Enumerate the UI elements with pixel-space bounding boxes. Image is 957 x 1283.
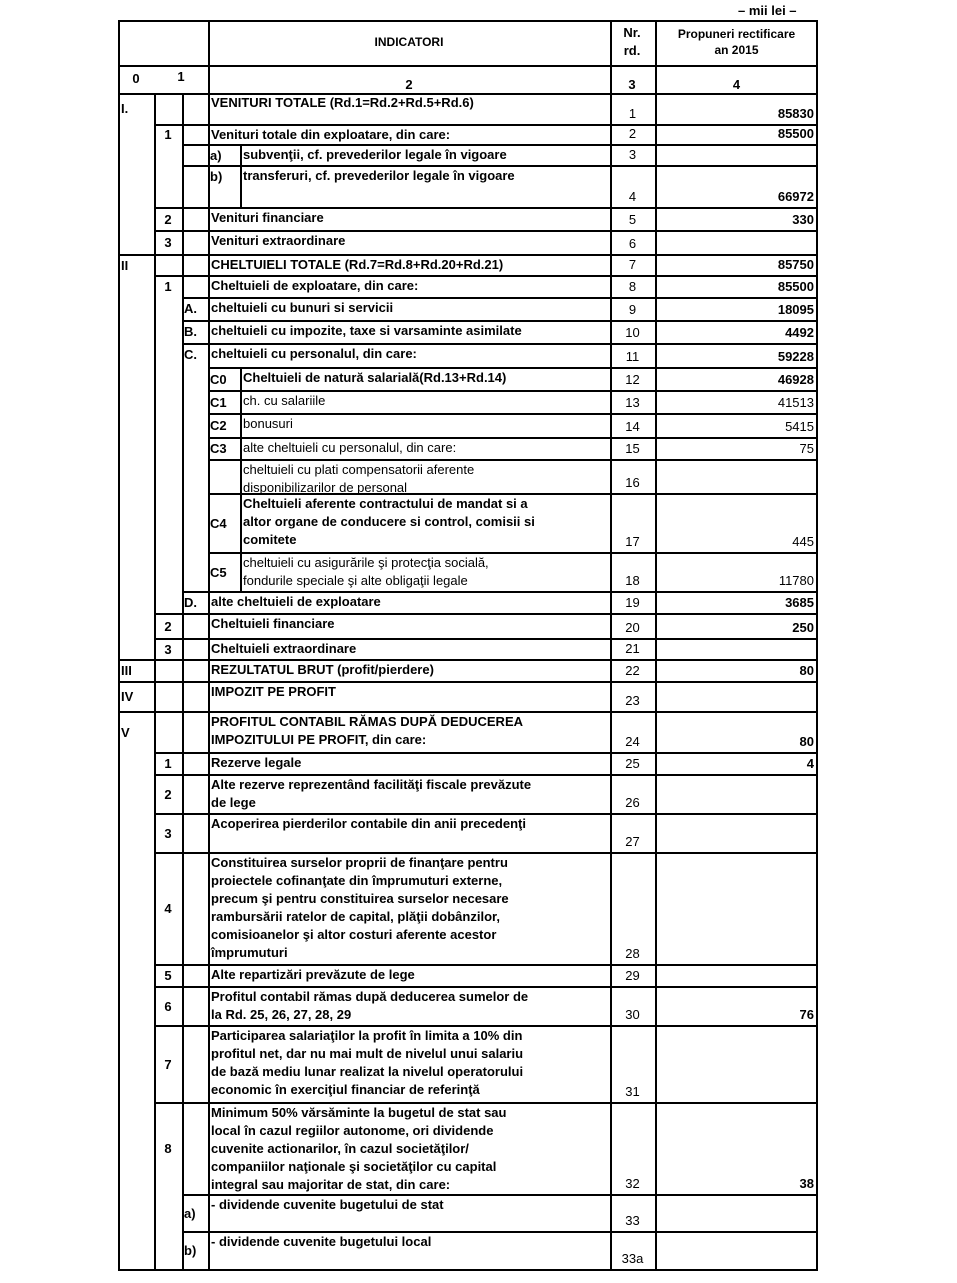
indicator-text: precum şi pentru constituirea surselor necesare	[211, 891, 509, 906]
row-code-roman: I.	[121, 101, 129, 116]
indicator-text: subvenţii, cf. prevederilor legale în vigoare	[243, 147, 507, 162]
divider-sub	[240, 391, 242, 414]
indicator-text: Profitul contabil rămas după deducerea sumelor de	[211, 989, 529, 1004]
row-code-number: 2	[164, 786, 172, 802]
indicator-text: Cheltuieli financiare	[211, 616, 335, 631]
row-code-number: 2	[164, 618, 172, 634]
divider-sub	[240, 145, 242, 166]
indicator-text: Venituri financiare	[211, 210, 324, 225]
colnum-3: 3	[628, 77, 636, 92]
row-code-roman: V	[121, 724, 130, 740]
colnum-1: 1	[177, 69, 185, 84]
row-number: 4	[628, 189, 637, 204]
row-value: 330	[792, 212, 814, 227]
row-number: 8	[628, 279, 637, 294]
indicator-text: IMPOZITULUI PE PROFIT, din care:	[211, 732, 427, 747]
indicator-text: - dividende cuvenite bugetului de stat	[211, 1197, 444, 1212]
indicator-text: cheltuieli cu impozite, taxe si varsaminte asimilate	[211, 323, 522, 338]
indicator-text: CHELTUIELI TOTALE (Rd.7=Rd.8+Rd.20+Rd.21)	[211, 257, 504, 272]
indicator-text: Venituri extraordinare	[211, 233, 346, 248]
row-number: 31	[625, 1084, 640, 1099]
colnum-2: 2	[405, 77, 413, 92]
row-number: 16	[625, 475, 640, 490]
divider-sub	[240, 414, 242, 438]
row-number: 21	[625, 641, 640, 656]
header-propuneri: Propuneri rectificare	[677, 27, 796, 41]
header-indicatori: INDICATORI	[374, 35, 444, 49]
divider-sub	[240, 438, 242, 460]
divider-sub	[240, 166, 242, 208]
row-number: 18	[625, 573, 640, 588]
indicator-text: Participarea salariaţilor la profit în limita a 10% din	[211, 1028, 523, 1043]
row-value: 80	[799, 663, 814, 678]
row-code-number: 1	[164, 756, 172, 771]
row-code-number: 6	[164, 998, 172, 1014]
indicator-text: Cheltuieli de natură salarială(Rd.13+Rd.14)	[243, 370, 507, 385]
divider-sub	[240, 553, 242, 592]
row-code-number: 1	[164, 279, 172, 294]
row-value: 445	[792, 534, 814, 549]
row-number: 29	[625, 968, 640, 983]
indicator-text: VENITURI TOTALE (Rd.1=Rd.2+Rd.5+Rd.6)	[211, 95, 474, 110]
indicator-text: cuvenite actionarilor, în cazul societăţilor/	[211, 1141, 469, 1156]
header-an: an 2015	[714, 43, 759, 57]
indicator-text: comitete	[243, 532, 297, 547]
row-number: 7	[628, 257, 637, 272]
indicator-text: Rezerve legale	[211, 755, 302, 770]
indicator-text: cheltuieli cu plati compensatorii aferente	[243, 462, 475, 477]
indicator-text: Cheltuieli aferente contractului de mandat si a	[243, 496, 528, 511]
row-value: 3685	[785, 595, 814, 610]
indicator-text: bonusuri	[243, 416, 293, 431]
row-number: 26	[625, 795, 640, 810]
indicator-text: Alte rezerve reprezentând facilităţi fiscale prevăzute	[211, 777, 532, 792]
indicator-text: proiectele cofinanţate din împrumuturi externe,	[211, 873, 503, 888]
indicator-text: economic în exerciţiul financiar de referinţă	[211, 1082, 480, 1097]
indicator-text: alte cheltuieli de exploatare	[211, 594, 381, 609]
row-code-number: 7	[164, 1056, 172, 1072]
row-value: 250	[792, 620, 814, 635]
row-code-letter: b)	[210, 169, 223, 184]
indicator-text: cheltuieli cu personalul, din care:	[211, 346, 417, 361]
row-value: 59228	[777, 349, 814, 364]
row-value: 75	[799, 441, 814, 456]
indicator-text: local în cazul regiilor autonome, ori dividende	[211, 1123, 494, 1138]
row-number: 20	[625, 620, 640, 635]
indicator-text: PROFITUL CONTABIL RĂMAS DUPĂ DEDUCEREA	[211, 714, 524, 729]
header-rd: rd.	[623, 43, 641, 58]
row-value: 41513	[777, 395, 814, 410]
row-value: 46928	[777, 372, 814, 387]
row-number: 30	[625, 1007, 640, 1022]
indicator-text: IMPOZIT PE PROFIT	[211, 684, 336, 699]
row-code-letter: a)	[210, 148, 222, 163]
row-code-number: 4	[164, 901, 172, 916]
indicator-text: Acoperirea pierderilor contabile din anii precedenţi	[211, 816, 526, 831]
header-nr: Nr.	[623, 25, 641, 40]
row-value: 80	[799, 734, 814, 749]
row-number: 22	[625, 663, 640, 678]
row-value: 85750	[777, 257, 814, 272]
indicator-text: ch. cu salariile	[243, 393, 326, 408]
row-number: 33	[625, 1213, 640, 1228]
frame-top	[118, 20, 818, 22]
row-code-letter: A.	[184, 301, 197, 316]
row-code-letter: B.	[184, 324, 197, 339]
budget-table	[118, 20, 818, 1270]
divider-sub	[240, 368, 242, 391]
row-code-letter: a)	[184, 1205, 196, 1221]
row-number: 3	[628, 147, 637, 162]
indicator-text: profitul net, dar nu mai mult de nivelul unui salariu	[211, 1046, 524, 1061]
row-value: 38	[799, 1176, 814, 1191]
indicator-text: comisioanelor şi altor costuri aferente acestor	[211, 927, 497, 942]
indicator-text: cheltuieli cu asigurările şi protecţia socială,	[243, 555, 489, 570]
row-code-roman: IV	[121, 689, 134, 704]
indicator-text: Cheltuieli de exploatare, din care:	[211, 278, 419, 293]
colnum-0: 0	[132, 71, 140, 86]
row-value: 11780	[778, 573, 814, 588]
row-code-sub: C0	[210, 371, 227, 387]
row-number: 6	[628, 236, 637, 251]
row-number: 13	[625, 395, 640, 410]
row-number: 17	[625, 534, 640, 549]
row-code-sub: C2	[210, 418, 227, 433]
row-code-sub: C4	[210, 515, 227, 531]
row-number: 27	[625, 834, 640, 849]
row-value: 5415	[785, 419, 814, 434]
row-value: 4492	[785, 325, 814, 340]
row-code-number: 5	[164, 968, 172, 983]
header-divider	[118, 65, 818, 67]
row-number: 9	[628, 302, 637, 317]
row-value: 66972	[777, 189, 814, 204]
row-code-number: 3	[164, 825, 172, 841]
row-number: 28	[625, 946, 640, 961]
row-number: 11	[625, 349, 640, 364]
indicator-text: fondurile speciale şi alte obligaţii legale	[243, 573, 468, 588]
row-number: 14	[625, 419, 640, 434]
row-number: 33a	[621, 1251, 644, 1266]
row-code-sub: C5	[210, 564, 227, 580]
divider-sub	[240, 494, 242, 553]
row-code-number: 3	[164, 235, 172, 250]
indicator-text: companiilor naţionale şi societăţilor cu capital	[211, 1159, 497, 1174]
row-code-number: 3	[164, 641, 172, 657]
row-value: 85500	[777, 279, 814, 294]
row-number: 12	[625, 372, 640, 387]
row-number: 15	[625, 441, 640, 456]
row-code-number: 1	[164, 127, 172, 142]
row-number: 1	[628, 106, 637, 121]
row-value: 85830	[777, 106, 814, 121]
row-number: 10	[625, 325, 640, 340]
indicator-text: alte cheltuieli cu personalul, din care:	[243, 440, 457, 455]
indicator-text: altor organe de conducere si control, comisii si	[243, 514, 535, 529]
row-code-roman: III	[121, 663, 132, 678]
indicator-text: Cheltuieli extraordinare	[211, 641, 357, 656]
indicator-text: - dividende cuvenite bugetului local	[211, 1234, 432, 1249]
divider-sub	[240, 460, 242, 494]
row-value: 85500	[777, 126, 814, 141]
row-code-roman: II	[121, 257, 129, 273]
row-number: 2	[628, 126, 637, 141]
indicator-text: Venituri totale din exploatare, din care:	[211, 127, 451, 142]
indicator-text: împrumuturi	[211, 945, 288, 960]
indicator-text: Minimum 50% vărsăminte la bugetul de stat sau	[211, 1105, 507, 1120]
row-code-sub: C1	[210, 394, 227, 410]
frame-left	[118, 20, 120, 1270]
indicator-text: transferuri, cf. prevederilor legale în vigoare	[243, 168, 515, 183]
row-separator	[118, 1269, 818, 1271]
unit-label: – mii lei –	[738, 3, 797, 18]
row-value: 76	[799, 1007, 814, 1022]
row-code-letter: b)	[184, 1243, 197, 1258]
row-number: 5	[628, 212, 637, 227]
indicator-text: Alte repartizări prevăzute de lege	[211, 967, 415, 982]
indicator-text: cheltuieli cu bunuri si servicii	[211, 300, 394, 315]
indicator-text: rambursării ratelor de capital, plăţii dobânzilor,	[211, 909, 500, 924]
row-code-letter: D.	[184, 595, 197, 610]
indicator-text: Constituirea surselor proprii de finanţare pentru	[211, 855, 508, 870]
row-number: 32	[625, 1176, 640, 1191]
row-code-number: 2	[164, 211, 172, 227]
row-code-sub: C3	[210, 441, 227, 456]
indicator-text: de bază mediu lunar realizat la nivelul operatorului	[211, 1064, 524, 1079]
row-number: 19	[625, 595, 640, 610]
row-code-letter: C.	[184, 347, 197, 362]
row-number: 24	[625, 734, 640, 749]
indicator-text: REZULTATUL BRUT (profit/pierdere)	[211, 662, 434, 677]
indicator-text: de lege	[211, 795, 256, 810]
indicator-text: la Rd. 25, 26, 27, 28, 29	[211, 1007, 352, 1022]
row-code-number: 8	[164, 1141, 172, 1156]
row-value: 4	[806, 756, 814, 771]
indicator-text: integral sau majoritar de stat, din care:	[211, 1177, 451, 1192]
colnum-4: 4	[732, 77, 741, 92]
row-value: 18095	[777, 302, 814, 317]
indicator-text: disponibilizarilor de personal	[243, 480, 408, 495]
row-number: 25	[625, 756, 640, 771]
row-number: 23	[625, 693, 640, 708]
